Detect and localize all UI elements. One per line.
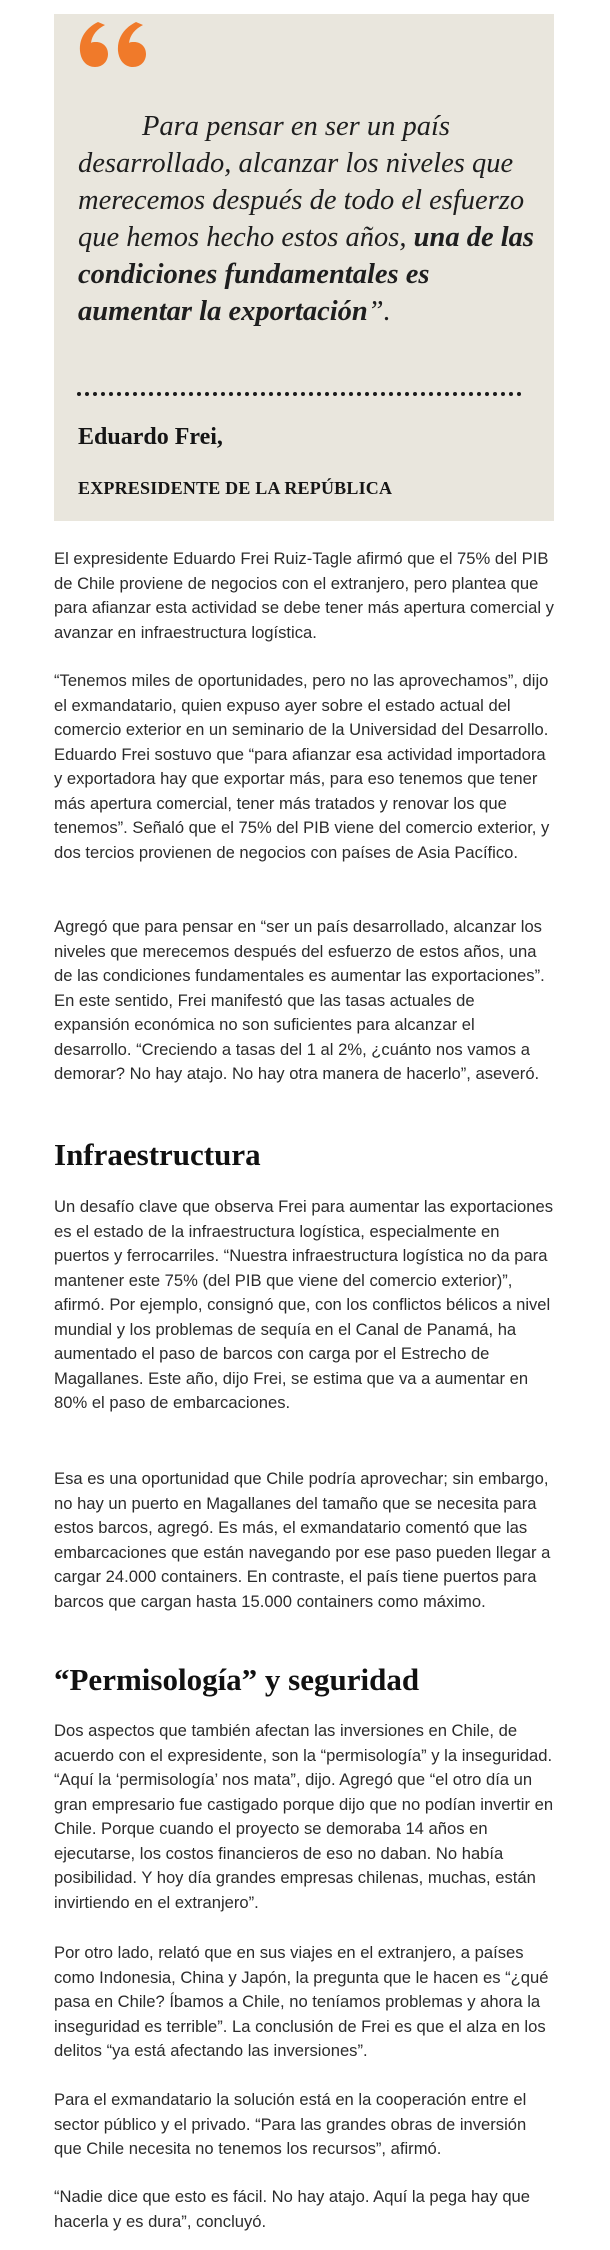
article-paragraph: “Tenemos miles de oportunidades, pero no las aprovechamos”, dijo el exmandatario, quien expuso ayer sobre el estado actual del comercio exterior en un seminario de la Universidad del Desarrollo. Eduardo Frei sostuvo que “para afianzar esa actividad importadora y exportadora hay que exportar más, para eso tenemos que tener más apertura comercial, tener más tratados y renovar los que tenemos”. Señaló que el 75% del PIB viene del comercio exterior, y dos tercios provienen de negocios con países de Asia Pacífico. [54, 671, 550, 862]
article-paragraph: Para el exmandatario la solución está en la cooperación entre el sector público y el privado. “Para las grandes obras de inversión que Chile necesita no tenemos los recursos”, afirmó. [54, 2090, 527, 2158]
pull-quote-box [54, 14, 554, 521]
article-paragraph: El expresidente Eduardo Frei Ruiz-Tagle afirmó que el 75% del PIB de Chile proviene de negocios con el extranjero, pero plantea que para afianzar esta actividad se debe tener más apertura comercial y avanzar en infraestructura logística. [54, 549, 554, 642]
article-paragraph: Esa es una oportunidad que Chile podría aprovechar; sin embargo, no hay un puerto en Magallanes del tamaño que se necesita para estos barcos, agregó. Es más, el exmandatario comentó que las embarcaciones que están navegando por ese paso pueden llegar a cargar 24.000 containers. En contraste, el país tiene puertos para barcos que cargan hasta 15.000 containers como máximo. [54, 1469, 551, 1611]
article-paragraph: Por otro lado, relató que en sus viajes en el extranjero, a países como Indonesia, China y Japón, la pregunta que le hacen es “¿qué pasa en Chile? Íbamos a Chile, no teníamos problemas y ahora la inseguridad es terrible”. La conclusión de Frei es que el alza en los delitos “ya está afectando las inversiones”. [54, 1943, 549, 2060]
article-paragraph: Un desafío clave que observa Frei para aumentar las exportaciones es el estado de la infraestructura logística, especialmente en puertos y ferrocarriles. “Nuestra infraestructura logística no da para mantener este 75% (del PIB que viene del comercio exterior)”, afirmó. Por ejemplo, consignó que, con los conflictos bélicos a nivel mundial y los problemas de sequía en el Canal de Panamá, ha aumentado el paso de barcos con carga por el Estrecho de Magallanes. Este año, dijo Frei, se estima que va a aumentar en 80% el paso de embarcaciones. [54, 1197, 554, 1412]
quotation-mark-icon [74, 8, 164, 78]
quote-text-regular: Para pensar en ser un país desarrollado, alcanzar los niveles que merecemos después de todo el esfuerzo que hemos hecho estos años, [78, 111, 525, 253]
quote-author-name: Eduardo Frei, [78, 424, 223, 450]
article-paragraph: “Nadie dice que esto es fácil. No hay atajo. Aquí la pega hay que hacerla y es dura”, concluyó. [54, 2187, 531, 2231]
dotted-divider [76, 390, 528, 398]
article-paragraph: Dos aspectos que también afectan las inversiones en Chile, de acuerdo con el expresidente, son la “permisología” y la inseguridad. “Aquí la ‘permisología’ nos mata”, dijo. Agregó que “el otro día un gran empresario fue castigado porque dijo que no podían invertir en Chile. Porque cuando el proyecto se demoraba 14 años en ejecutarse, los costos financieros de eso no daban. No había posibilidad. Y hoy día grandes empresas chilenas, muchas, están invirtiendo en el extranjero”. [54, 1721, 554, 1912]
section-heading-infraestructura: Infraestructura [54, 1137, 261, 1172]
quote-text [78, 108, 540, 330]
quote-text-bold: una de las condiciones fundamentales es aumentar la exportación [78, 222, 534, 327]
quote-author-role: EXPRESIDENTE DE LA REPÚBLICA [78, 478, 393, 498]
article-paragraph: Agregó que para pensar en “ser un país desarrollado, alcanzar los niveles que merecemos después del esfuerzo de estos años, una de las condiciones fundamentales es aumentar las exportaciones”. En este sentido, Frei manifestó que las tasas actuales de expansión económica no son suficientes para alcanzar el desarrollo. “Creciendo a tasas del 1 al 2%, ¿cuánto nos vamos a demorar? No hay atajo. No hay otra manera de hacerlo”, aseveró. [54, 917, 545, 1083]
quote-text-end: ”. [367, 296, 391, 327]
section-heading-permisologia: “Permisología” y seguridad [54, 1662, 420, 1697]
